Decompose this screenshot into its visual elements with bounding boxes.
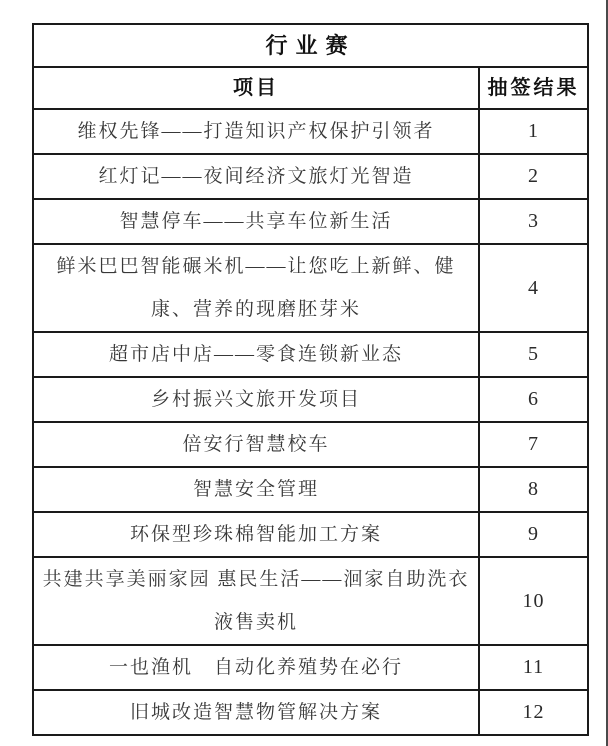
result-cell: 7	[479, 422, 588, 467]
project-cell: 智慧安全管理	[33, 467, 479, 512]
column-header-project: 项目	[33, 67, 479, 109]
result-cell: 12	[479, 690, 588, 735]
result-cell: 11	[479, 645, 588, 690]
table-row	[33, 557, 588, 645]
result-cell: 8	[479, 467, 588, 512]
project-cell: 超市店中店——零食连锁新业态	[33, 332, 479, 377]
project-cell: 智慧停车——共享车位新生活	[33, 199, 479, 244]
project-cell: 红灯记——夜间经济文旅灯光智造	[33, 154, 479, 199]
result-cell: 3	[479, 199, 588, 244]
industry-competition-table	[32, 23, 589, 736]
project-cell: 旧城改造智慧物管解决方案	[33, 690, 479, 735]
table-body	[33, 109, 588, 735]
result-cell: 10	[479, 557, 588, 645]
project-cell: 共建共享美丽家园 惠民生活——洄家自助洗衣液售卖机	[33, 557, 479, 645]
result-cell: 9	[479, 512, 588, 557]
table-row	[33, 512, 588, 557]
result-cell: 1	[479, 109, 588, 154]
project-cell: 倍安行智慧校车	[33, 422, 479, 467]
table-title: 行业赛	[33, 24, 588, 67]
table-title-row	[33, 24, 588, 67]
project-cell: 乡村振兴文旅开发项目	[33, 377, 479, 422]
table-row	[33, 422, 588, 467]
table-row	[33, 109, 588, 154]
project-cell: 维权先锋——打造知识产权保护引领者	[33, 109, 479, 154]
table-row	[33, 377, 588, 422]
table-row	[33, 467, 588, 512]
result-cell: 5	[479, 332, 588, 377]
project-cell: 一也渔机 自动化养殖势在必行	[33, 645, 479, 690]
table-row	[33, 690, 588, 735]
column-header-result: 抽签结果	[479, 67, 588, 109]
table-row	[33, 645, 588, 690]
result-cell: 6	[479, 377, 588, 422]
result-cell: 2	[479, 154, 588, 199]
table-row	[33, 244, 588, 332]
table-row	[33, 199, 588, 244]
table-row	[33, 154, 588, 199]
project-cell: 环保型珍珠棉智能加工方案	[33, 512, 479, 557]
project-cell: 鲜米巴巴智能碾米机——让您吃上新鲜、健康、营养的现磨胚芽米	[33, 244, 479, 332]
table-header-row	[33, 67, 588, 109]
result-cell: 4	[479, 244, 588, 332]
table-row	[33, 332, 588, 377]
